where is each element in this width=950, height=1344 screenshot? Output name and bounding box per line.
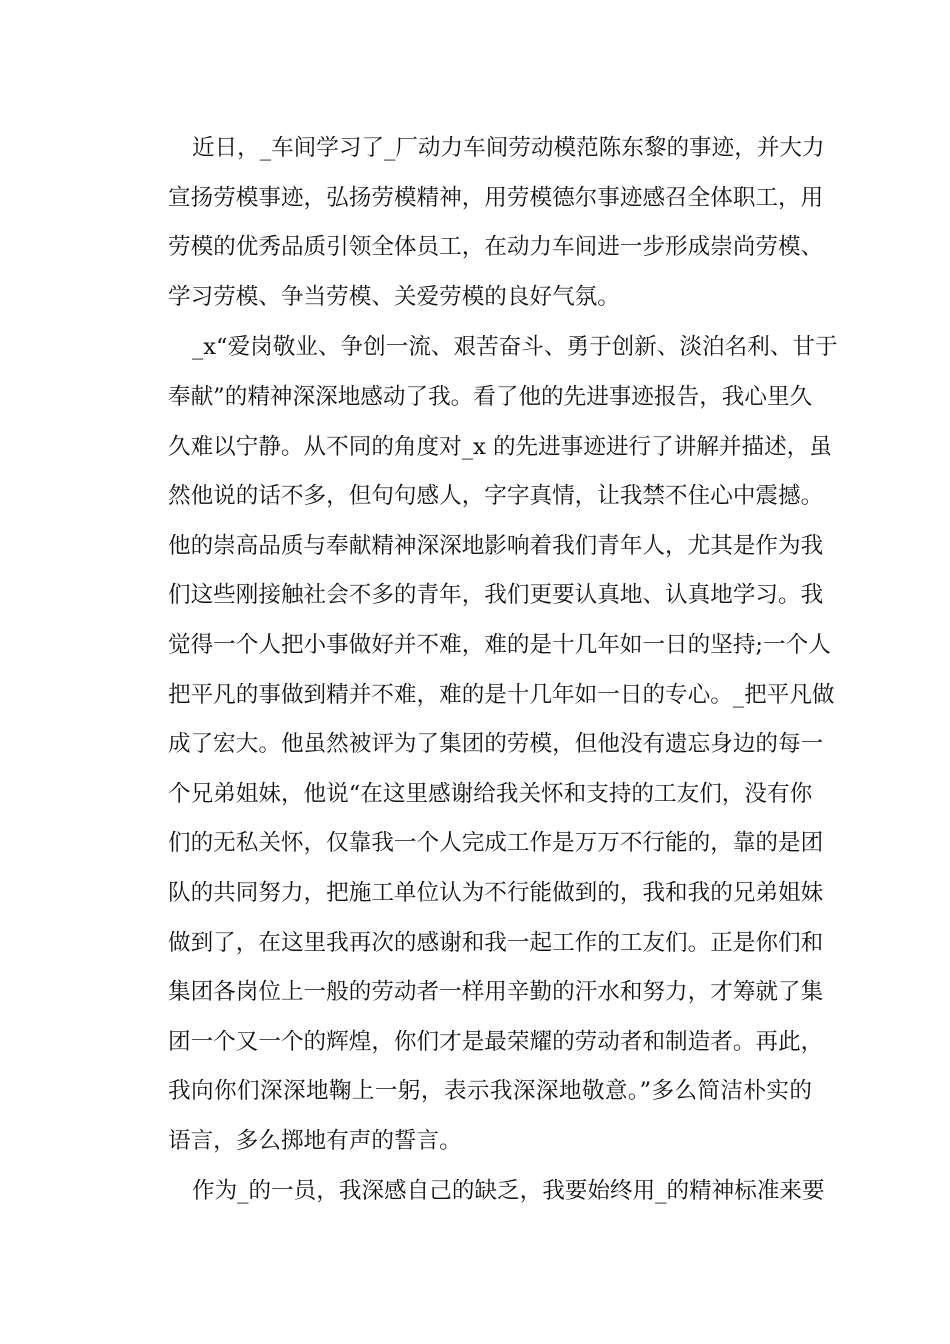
paragraph-1 <box>144 124 825 322</box>
paragraph-2 <box>144 323 838 1166</box>
text-line: 把平凡的事做到精并不难，难的是十几年如一日的专心。_把平凡做 <box>168 681 835 708</box>
text-line: 学习劳模、争当劳模、关爱劳模的良好气氛。 <box>168 283 620 310</box>
paragraph-3 <box>144 1167 825 1217</box>
text-line: 们的无私关怀，仅靠我一个人完成工作是万万不行能的，靠的是团 <box>168 830 824 857</box>
text-line: 奉献”的精神深深地感动了我。看了他的先进事迹报告，我心里久 <box>168 383 813 410</box>
text-line: 我向你们深深地鞠上一躬，表示我深深地敬意。”多么简洁朴实的 <box>168 1078 812 1105</box>
text-line: 集团各岗位上一般的劳动者一样用辛勤的汗水和努力，才筹就了集 <box>168 979 824 1006</box>
text-line: 作为_的一员，我深感自己的缺乏，我要始终用_的精神标准来要 <box>192 1178 825 1205</box>
text-line: 宣扬劳模事迹，弘扬劳模精神，用劳模德尔事迹感召全体职工，用 <box>168 184 824 211</box>
document-body <box>144 124 838 1218</box>
text-line: 团一个又一个的辉煌，你们才是最荣耀的劳动者和制造者。再此， <box>168 1028 824 1055</box>
text-line: 做到了，在这里我再次的感谢和我一起工作的工友们。正是你们和 <box>168 929 824 956</box>
text-line: 们这些刚接触社会不多的青年，我们更要认真地、认真地学习。我 <box>168 582 824 609</box>
text-line: 近日，_车间学习了_厂动力车间劳动模范陈东黎的事迹，并大力 <box>192 135 825 161</box>
text-line: 成了宏大。他虽然被评为了集团的劳模，但他没有遗忘身边的每一 <box>168 731 824 758</box>
text-line: 久难以宁静。从不同的角度对_x 的先进事迹进行了讲解并描述，虽 <box>168 433 832 460</box>
text-line: 觉得一个人把小事做好并不难，难的是十几年如一日的坚持;一个人 <box>168 631 831 658</box>
text-line: 他的崇高品质与奉献精神深深地影响着我们青年人，尤其是作为我 <box>168 532 824 559</box>
text-line: 队的共同努力，把施工单位认为不行能做到的，我和我的兄弟姐妹 <box>168 879 824 906</box>
text-line: 个兄弟姐妹，他说“在这里感谢给我关怀和支持的工友们，没有你 <box>168 780 813 807</box>
text-line: 劳模的优秀品质引领全体员工，在动力车间进一步形成崇尚劳模、 <box>168 234 824 261</box>
text-line: _x“爱岗敬业、争创一流、艰苦奋斗、勇于创新、淡泊名利、甘于 <box>192 334 838 361</box>
text-line: 语言，多么掷地有声的誓言。 <box>168 1127 462 1154</box>
text-line: 然他说的话不多，但句句感人，字字真情，让我禁不住心中震撼。 <box>168 483 824 510</box>
